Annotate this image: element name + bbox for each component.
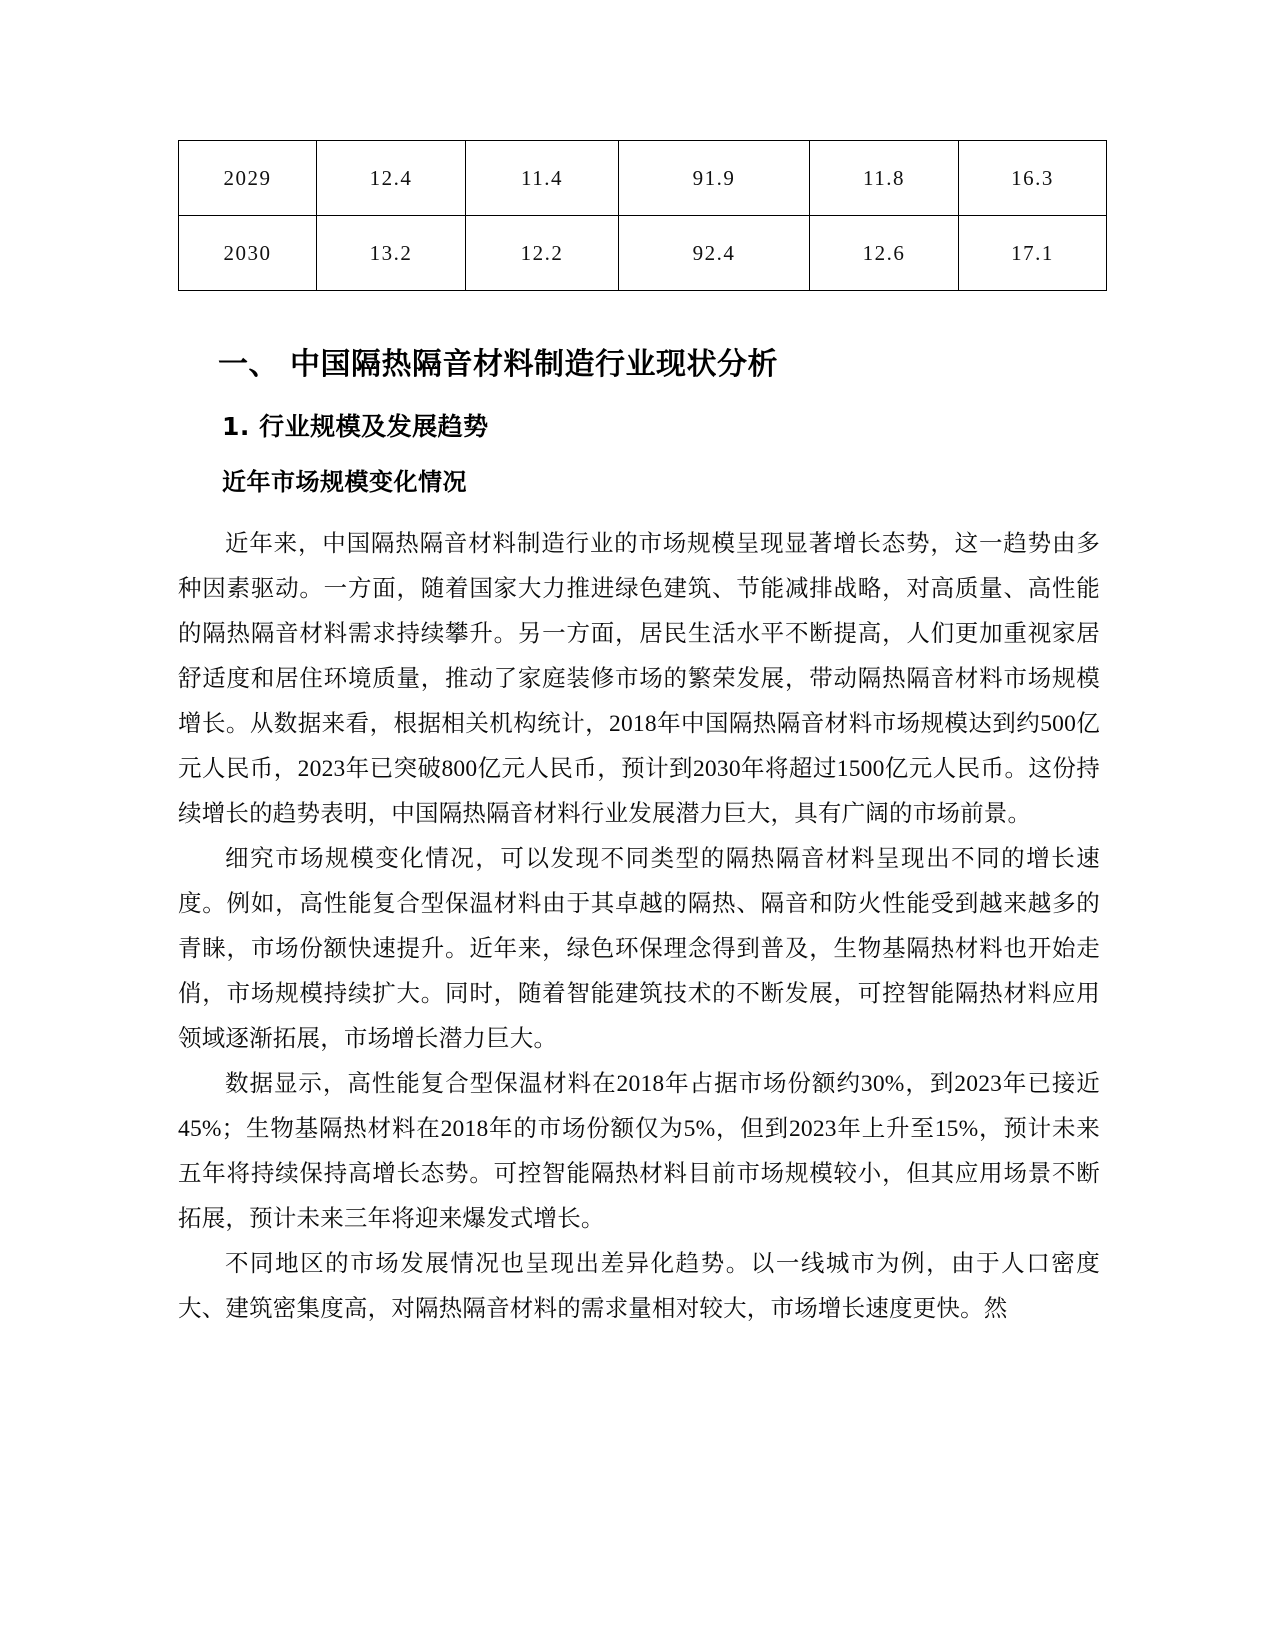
table-cell-col3: 91.9 [619, 141, 810, 216]
table-cell-col4: 12.6 [810, 216, 959, 291]
table-cell-year: 2030 [179, 216, 317, 291]
table-cell-col4: 11.8 [810, 141, 959, 216]
table-cell-col1: 12.4 [317, 141, 466, 216]
page-content [178, 140, 1100, 1332]
table-cell-col1: 13.2 [317, 216, 466, 291]
body-paragraph: 不同地区的市场发展情况也呈现出差异化趋势。以一线城市为例，由于人口密度大、建筑密集度高，对隔热隔音材料的需求量相对较大，市场增长速度更快。然 [178, 1250, 1100, 1322]
table-row [179, 141, 1107, 216]
body-paragraph: 细究市场规模变化情况，可以发现不同类型的隔热隔音材料呈现出不同的增长速度。例如，高性能复合型保温材料由于其卓越的隔热、隔音和防火性能受到越来越多的青睐，市场份额快速提升。近年来，绿色环保理念得到普及，生物基隔热材料也开始走俏，市场规模持续扩大。同时，随着智能建筑技术的不断发展，可控智能隔热材料应用领域逐渐拓展，市场增长潜力巨大。 [178, 845, 1100, 1052]
table-cell-year: 2029 [179, 141, 317, 216]
table-body [179, 141, 1107, 291]
table-cell-col5: 17.1 [959, 216, 1107, 291]
table-cell-col2: 12.2 [466, 216, 619, 291]
table-row [179, 216, 1107, 291]
table-cell-col3: 92.4 [619, 216, 810, 291]
table-cell-col5: 16.3 [959, 141, 1107, 216]
section-heading-level1: 一、 中国隔热隔音材料制造行业现状分析 [218, 347, 778, 382]
body-paragraph: 近年来，中国隔热隔音材料制造行业的市场规模呈现显著增长态势，这一趋势由多种因素驱动。一方面，随着国家大力推进绿色建筑、节能减排战略，对高质量、高性能的隔热隔音材料需求持续攀升。另一方面，居民生活水平不断提高，人们更加重视家居舒适度和居住环境质量，推动了家庭装修市场的繁荣发展，带动隔热隔音材料市场规模增长。从数据来看，根据相关机构统计，2018年中国隔热隔音材料市场规模达到约500亿元人民币，2023年已突破800亿元人民币，预计到2030年将超过1500亿元人民币。这份持续增长的趋势表明，中国隔热隔音材料行业发展潜力巨大，具有广阔的市场前景。 [178, 530, 1100, 827]
forecast-data-table [178, 140, 1107, 291]
table-cell-col2: 11.4 [466, 141, 619, 216]
section-heading-level2: 1. 行业规模及发展趋势 [222, 411, 489, 441]
section-heading-level3: 近年市场规模变化情况 [222, 467, 467, 496]
body-paragraph: 数据显示，高性能复合型保温材料在2018年占据市场份额约30%，到2023年已接近45%；生物基隔热材料在2018年的市场份额仅为5%，但到2023年上升至15%，预计未来五年将持续保持高增长态势。可控智能隔热材料目前市场规模较小，但其应用场景不断拓展，预计未来三年将迎来爆发式增长。 [178, 1070, 1100, 1232]
